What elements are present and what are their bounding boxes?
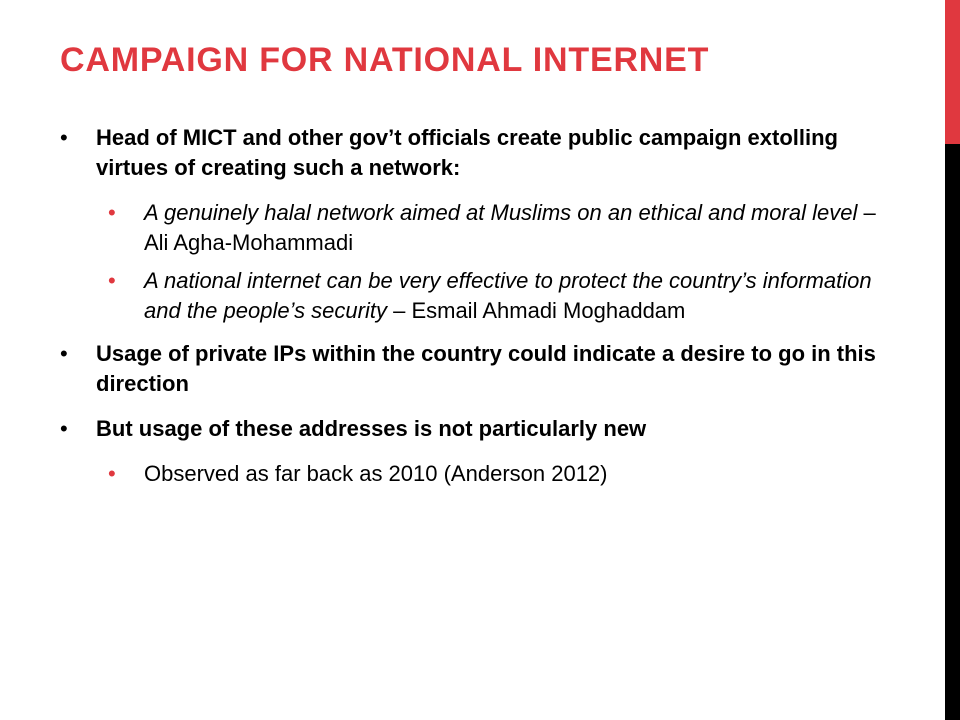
side-accent-bar-red [945,0,960,144]
sub-bullet-dot: • [108,461,116,486]
bullet-dot: • [60,416,68,441]
sub-bullet-text: Observed as far back as 2010 (Anderson 2012) [144,461,608,486]
sub-bullet-item [60,198,900,258]
side-accent-bar-black [945,144,960,720]
bullet-dot: • [60,125,68,150]
sub-bullet-dot: • [108,268,116,293]
bullet-item [60,123,900,183]
quote-attribution: – Ali Agha-Mohammadi [144,200,876,255]
bullet-item [60,339,900,399]
slide-title: CAMPAIGN FOR NATIONAL INTERNET [60,41,710,79]
sub-bullet-dot: • [108,200,116,225]
sub-bullet-item [60,459,900,489]
bullet-text: Head of MICT and other gov’t officials create public campaign extolling virtues of creating such a network: [96,125,838,180]
quote-attribution: – Esmail Ahmadi Moghaddam [386,298,686,323]
bullet-text: Usage of private IPs within the country could indicate a desire to go in this direction [96,341,876,396]
slide-body [60,123,900,497]
quote-text: A genuinely halal network aimed at Muslims on an ethical and moral level [144,200,858,225]
bullet-dot: • [60,341,68,366]
side-accent-bar [945,0,960,720]
quote-text: A national internet can be very effective to protect the country’s information and the people’s security [144,268,872,323]
bullet-item [60,414,900,444]
sub-bullet-item [60,266,900,326]
bullet-text: But usage of these addresses is not particularly new [96,416,647,441]
